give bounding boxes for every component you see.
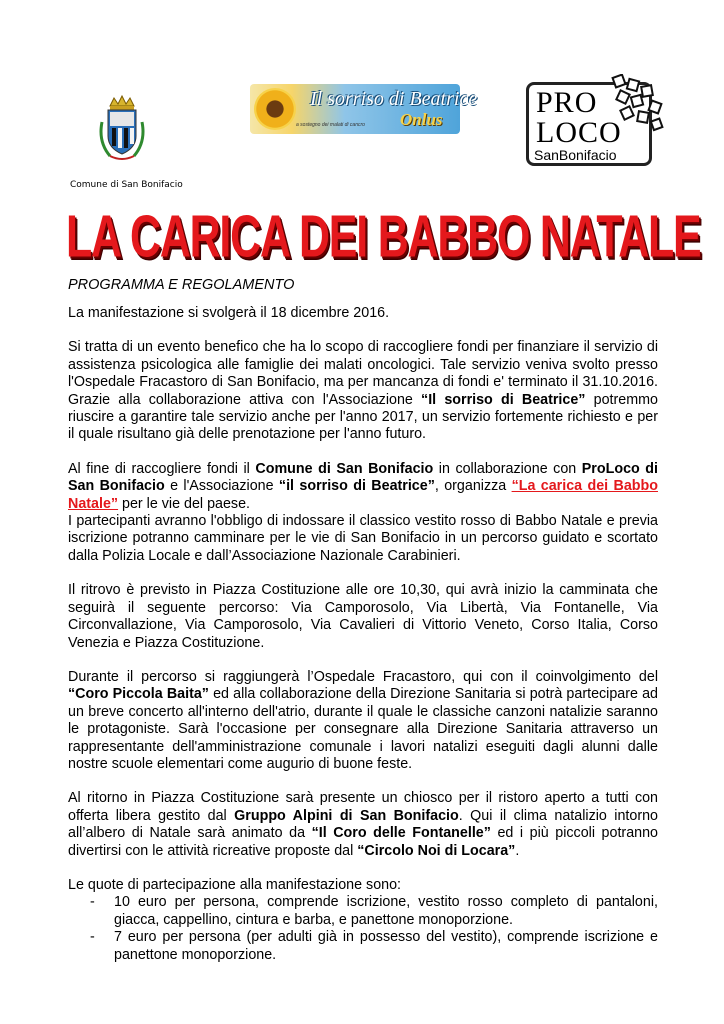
- beatrice-logo-suffix: Onlus: [400, 110, 443, 129]
- text-run: ed i più piccoli potranno divertirsi con le attività ricreative proposte dal: [68, 825, 658, 859]
- page-title: [66, 202, 701, 270]
- list-item-text: 7 euro per persona (per adulti già in possesso del vestito), comprende iscrizione e panettone monoporzione.: [114, 929, 658, 963]
- proloco-logo-line2: LOCO: [536, 116, 622, 149]
- bold-run: “Il Coro delle Fontanelle”: [311, 825, 491, 842]
- text-run: ed alla collaborazione della Direzione Sanitaria si potrà partecipare ad un breve concerto all'interno dell'atrio, durante il quale le classiche canzoni natalizie saranno le protagoniste. Sarà l'occasione per consegnare alla Direzione Sanitaria attraverso un rappresentante dell'amministrazione comunale i lavori natalizi eseguiti dagli alunni dalle nostre scuole elementari come augurio di buone feste.: [68, 686, 658, 772]
- fees-list: [68, 894, 658, 964]
- coat-of-arms-icon: [96, 92, 148, 164]
- text-run: Si tratta di un evento benefico che ha lo scopo di raccogliere fondi per finanziare il servizio di assistenza psicologica alle famiglie dei malati oncologici. Tale servizio veniva svolto presso l'Ospedale Fracastoro di San Bonifacio, ma per mancanza di fondi e' terminato il 31.10.2016. Grazie alla collaborazione attiva con l'Associazione: [68, 339, 658, 408]
- bold-run: “Coro Piccola Baita”: [68, 686, 209, 703]
- list-dash: -: [90, 894, 95, 911]
- text-run: . Qui il clima natalizio intorno all’albero di Natale sarà animato da: [68, 807, 658, 842]
- paragraph-date: La manifestazione si svolgerà il 18 dicembre 2016.: [68, 305, 390, 321]
- page-title-text: LA CARICA DEI BABBO NATALE: [66, 202, 701, 270]
- beatrice-logo-name: Il sorriso di Beatrice: [310, 88, 478, 110]
- document-subtitle: PROGRAMMA E REGOLAMENTO: [68, 277, 295, 293]
- proloco-logo-line3: SanBonifacio: [534, 147, 617, 163]
- beatrice-logo-tagline: a sostegno dei malati di cancro: [296, 122, 365, 128]
- bold-run: “Il sorriso di Beatrice”: [421, 391, 586, 408]
- bold-run: “Circolo Noi di Locara”: [357, 842, 516, 859]
- proloco-logo-line1: PRO: [536, 86, 598, 119]
- text-run: Al ritorno in Piazza Costituzione sarà presente un chiosco per il ristoro aperto a tutti con offerta libera gestito dal: [68, 790, 658, 824]
- text-run: per le vie del paese.: [118, 495, 250, 512]
- list-item: [68, 929, 658, 964]
- bold-run: “il sorriso di Beatrice”: [278, 478, 435, 495]
- sunflower-icon: [254, 88, 296, 130]
- paragraph-participants: I partecipanti avranno l'obbligo di indossare il classico vestito rosso di Babbo Natale e previa iscrizione potranno camminare per le vie di San Bonifacio in un percorso guidato e scortato dalla Polizia Locale e dall’Associazione Nazionale Carabinieri.: [68, 513, 658, 564]
- text-run: .: [515, 842, 520, 859]
- text-run: e l'Associazione: [164, 478, 279, 495]
- bold-run: Gruppo Alpini di San Bonifacio: [234, 807, 459, 824]
- paragraph-intro: [68, 339, 658, 443]
- paragraph-fees-intro: Le quote di partecipazione alla manifestazione sono:: [68, 876, 402, 893]
- text-run: in collaborazione con: [433, 460, 582, 477]
- beatrice-logo: [250, 84, 478, 134]
- text-run: , organizza: [434, 478, 512, 495]
- proloco-tiles-icon: [610, 74, 666, 136]
- list-item: [68, 894, 658, 929]
- paragraph-route: Il ritrovo è previsto in Piazza Costituzione alle ore 10,30, qui avrà inizio la camminata che seguirà il seguente percorso: Via Camporosolo, Via Libertà, Via Fontanelle, Via Circonvallazione, Via Camporosolo, Via Cavalieri di Vittorio Veneto, Corso Italia, Corso Venezia e Piazza Costituzione.: [68, 582, 658, 651]
- document-body: [68, 305, 658, 964]
- list-dash: -: [90, 929, 95, 946]
- paragraph-return: [68, 790, 658, 860]
- event-name-link[interactable]: “La carica dei Babbo Natale”: [68, 478, 658, 512]
- paragraph-organizers: [68, 461, 658, 513]
- bold-run: ProLoco di San Bonifacio: [68, 460, 658, 495]
- text-run: Al fine di raccogliere fondi il: [68, 460, 256, 477]
- list-item-text: 10 euro per persona, comprende iscrizione, vestito rosso completo di pantaloni, giacca, cappellino, cintura e barba, e panettone monoporzione.: [114, 894, 658, 928]
- proloco-logo: [526, 74, 666, 166]
- bold-run: Comune di San Bonifacio: [255, 460, 434, 477]
- text-run: Durante il percorso si raggiungerà l’Ospedale Fracastoro, qui con il coinvolgimento del: [68, 668, 658, 685]
- paragraph-hospital: [68, 669, 658, 773]
- commune-caption: Comune di San Bonifacio: [70, 180, 183, 190]
- text-run: potremmo riuscire a garantire tale servizio anche per l'anno 2017, un servizio fortemente richiesto e per il quale risultano già delle prenotazione per l'anno futuro.: [68, 391, 658, 443]
